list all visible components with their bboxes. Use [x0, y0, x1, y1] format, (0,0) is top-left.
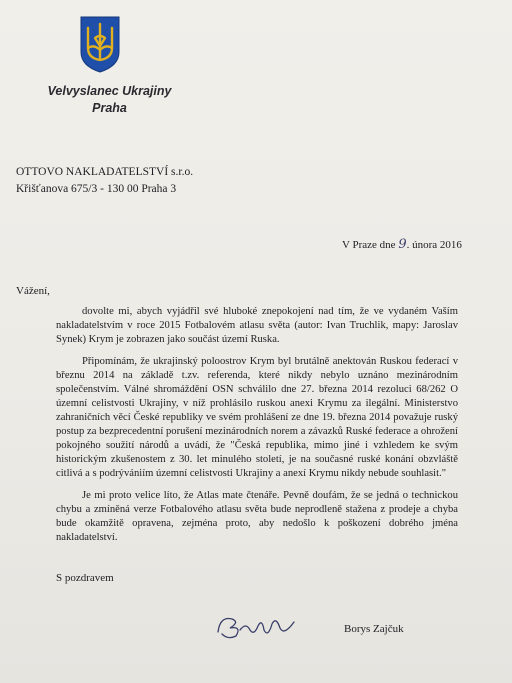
- ukraine-coat-of-arms-icon: [78, 14, 122, 74]
- signer-name: Borys Zajčuk: [344, 623, 404, 635]
- body-paragraph: dovolte mi, abych vyjádřil své hluboké znepokojení nad tím, že ve vydaném Vaším nakladatelstvím v roce 2015 Fotbalovém atlasu světa (autor: Ivan Truchlik, mapy: Jaroslav Synek) Krym je zobrazen jako součást území Ruska.: [56, 306, 458, 345]
- recipient-block: [16, 164, 193, 198]
- sender-title: Velvyslanec Ukrajiny: [47, 84, 172, 98]
- salutation: Vážení,: [16, 285, 50, 297]
- date-suffix: . února 2016: [406, 239, 462, 251]
- sender-block: [22, 83, 197, 117]
- closing: S pozdravem: [56, 572, 114, 584]
- date-day-handwritten: 9: [398, 237, 407, 252]
- date-line: [342, 237, 462, 252]
- body-paragraph: Je mi proto velice líto, že Atlas mate čtenáře. Pevně doufám, že se jedná o technickou chybu a zmíněná verze Fotbalového atlasu světa bude neprodleně stažena z prodeje a chyba bude okamžitě opravena, zejména proto, aby nedošlo k poškození dobrého jména nakladatelství.: [56, 490, 458, 543]
- date-prefix: V Praze dne: [342, 239, 396, 251]
- sender-city: Praha: [92, 101, 127, 115]
- handwritten-signature: [214, 610, 298, 644]
- letter-body: [56, 305, 458, 553]
- body-paragraph: Připomínám, že ukrajinský poloostrov Krym byl brutálně anektován Ruskou federací v březnu 2014 na základě t.zv. referenda, které nikdy nebylo uznáno mezinárodním společenstvím. Válné shromáždění OSN schválilo dne 27. března 2014 rezoluci 68/262 O územní celistvosti Ukrajiny, v níž prohlásilo ruskou anexi Krymu za ilegální. Ministerstvo zahraničních věcí České republiky ve svém prohlášení ze dne 19. března 2014 považuje ruský postup za bezprecedentní porušení mezinárodních norem a závazků Ruské federace a ohrožení pokojného soužití národů a uvádí, že "Česká republika, mimo jiné i vzhledem ke svým historickým zkušenostem z 30. let minulého století, je na současné ruské konání obzvláště citlivá a s podrývániím územní celistvosti Ukrajiny a anexí Krymu nikdy nebude souhlasit.": [56, 356, 458, 479]
- recipient-name: OTTOVO NAKLADATELSTVÍ s.r.o.: [16, 166, 194, 178]
- recipient-address: Křišťanova 675/3 - 130 00 Praha 3: [16, 183, 177, 195]
